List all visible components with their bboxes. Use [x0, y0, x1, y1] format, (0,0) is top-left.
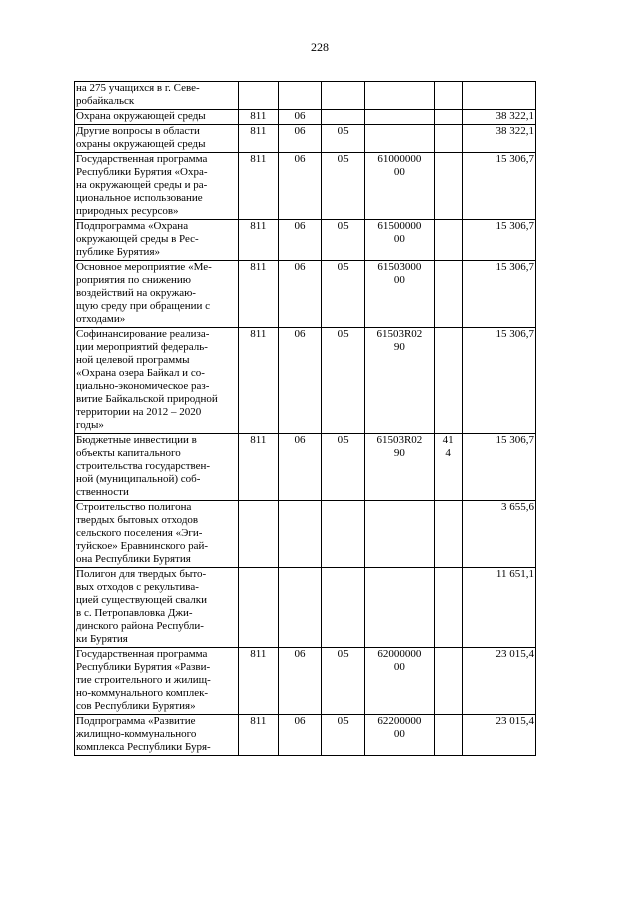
cell-amount: 15 306,7: [462, 434, 535, 501]
budget-table: [74, 81, 536, 756]
cell-grbs-code: [238, 568, 278, 648]
table-row: [75, 648, 536, 715]
cell-grbs-code: 811: [238, 220, 278, 261]
cell-name: Подпрограмма «Охрана окружающей среды в Рес- публике Бурятия»: [75, 220, 239, 261]
cell-grbs-code: [238, 501, 278, 568]
cell-target-article-code: [365, 568, 434, 648]
cell-section-code: 06: [278, 153, 321, 220]
cell-target-article-code: [365, 501, 434, 568]
cell-expense-type-code: 41 4: [434, 434, 462, 501]
budget-table-body: [75, 82, 536, 756]
cell-section-code: 06: [278, 434, 321, 501]
cell-amount: 15 306,7: [462, 153, 535, 220]
cell-section-code: 06: [278, 261, 321, 328]
cell-section-code: 06: [278, 125, 321, 153]
cell-grbs-code: 811: [238, 434, 278, 501]
cell-expense-type-code: [434, 261, 462, 328]
cell-subsection-code: 05: [322, 153, 365, 220]
cell-expense-type-code: [434, 220, 462, 261]
cell-section-code: 06: [278, 648, 321, 715]
cell-expense-type-code: [434, 715, 462, 756]
cell-section-code: [278, 501, 321, 568]
cell-name: Бюджетные инвестиции в объекты капитального строительства государствен- ной (муниципальной) соб- ственности: [75, 434, 239, 501]
cell-target-article-code: 61503000 00: [365, 261, 434, 328]
cell-grbs-code: 811: [238, 110, 278, 125]
cell-subsection-code: 05: [322, 715, 365, 756]
cell-expense-type-code: [434, 125, 462, 153]
table-row: [75, 125, 536, 153]
cell-target-article-code: [365, 110, 434, 125]
table-row: [75, 220, 536, 261]
cell-subsection-code: 05: [322, 434, 365, 501]
cell-grbs-code: 811: [238, 328, 278, 434]
cell-amount: 23 015,4: [462, 648, 535, 715]
cell-target-article-code: [365, 125, 434, 153]
cell-section-code: 06: [278, 110, 321, 125]
cell-amount: [462, 82, 535, 110]
cell-amount: 38 322,1: [462, 110, 535, 125]
cell-name: Основное мероприятие «Ме- роприятия по снижению воздействий на окружаю- щую среду при обращении с отходами»: [75, 261, 239, 328]
cell-name: на 275 учащихся в г. Севе- робайкальск: [75, 82, 239, 110]
cell-subsection-code: 05: [322, 648, 365, 715]
cell-amount: 15 306,7: [462, 220, 535, 261]
cell-subsection-code: 05: [322, 220, 365, 261]
table-row: [75, 568, 536, 648]
cell-amount: 11 651,1: [462, 568, 535, 648]
cell-target-article-code: 62000000 00: [365, 648, 434, 715]
table-row: [75, 82, 536, 110]
cell-expense-type-code: [434, 82, 462, 110]
cell-amount: 15 306,7: [462, 328, 535, 434]
cell-amount: 23 015,4: [462, 715, 535, 756]
table-row: [75, 328, 536, 434]
cell-grbs-code: 811: [238, 125, 278, 153]
cell-section-code: 06: [278, 220, 321, 261]
cell-expense-type-code: [434, 568, 462, 648]
cell-grbs-code: 811: [238, 648, 278, 715]
cell-subsection-code: [322, 110, 365, 125]
cell-name: Другие вопросы в области охраны окружающей среды: [75, 125, 239, 153]
cell-name: Подпрограмма «Развитие жилищно-коммунального комплекса Республики Буря-: [75, 715, 239, 756]
cell-name: Государственная программа Республики Бурятия «Охра- на окружающей среды и ра- циональное использование природных ресурсов»: [75, 153, 239, 220]
table-row: [75, 501, 536, 568]
cell-target-article-code: 61503R02 90: [365, 328, 434, 434]
cell-grbs-code: 811: [238, 153, 278, 220]
table-row: [75, 261, 536, 328]
cell-target-article-code: 62200000 00: [365, 715, 434, 756]
cell-section-code: [278, 568, 321, 648]
cell-expense-type-code: [434, 648, 462, 715]
cell-grbs-code: 811: [238, 715, 278, 756]
cell-subsection-code: 05: [322, 125, 365, 153]
cell-name: Государственная программа Республики Бурятия «Разви- тие строительного и жилищ- но-коммунального комплек- сов Республики Бурятия»: [75, 648, 239, 715]
cell-amount: 3 655,6: [462, 501, 535, 568]
cell-amount: 15 306,7: [462, 261, 535, 328]
cell-name: Софинансирование реализа- ции мероприятий федераль- ной целевой программы «Охрана озера Байкал и со- циально-экономическое раз- витие Байкальской природной территории на 2012 – 2020 годы»: [75, 328, 239, 434]
cell-subsection-code: [322, 82, 365, 110]
cell-amount: 38 322,1: [462, 125, 535, 153]
cell-section-code: 06: [278, 328, 321, 434]
cell-name: Полигон для твердых быто- вых отходов с рекультива- цией существующей свалки в с. Петропавловка Джи- динского района Республи- ки Бурятия: [75, 568, 239, 648]
cell-expense-type-code: [434, 110, 462, 125]
table-row: [75, 110, 536, 125]
cell-target-article-code: 61000000 00: [365, 153, 434, 220]
cell-grbs-code: [238, 82, 278, 110]
cell-target-article-code: 61500000 00: [365, 220, 434, 261]
cell-subsection-code: 05: [322, 328, 365, 434]
cell-target-article-code: 61503R02 90: [365, 434, 434, 501]
cell-grbs-code: 811: [238, 261, 278, 328]
cell-expense-type-code: [434, 328, 462, 434]
table-row: [75, 434, 536, 501]
table-row: [75, 153, 536, 220]
cell-name: Строительство полигона твердых бытовых отходов сельского поселения «Эги- туйское» Еравнинского рай- она Республики Бурятия: [75, 501, 239, 568]
cell-section-code: 06: [278, 715, 321, 756]
table-row: [75, 715, 536, 756]
cell-section-code: [278, 82, 321, 110]
cell-name: Охрана окружающей среды: [75, 110, 239, 125]
cell-target-article-code: [365, 82, 434, 110]
cell-expense-type-code: [434, 501, 462, 568]
cell-subsection-code: 05: [322, 261, 365, 328]
cell-subsection-code: [322, 501, 365, 568]
cell-subsection-code: [322, 568, 365, 648]
cell-expense-type-code: [434, 153, 462, 220]
page-number: 228: [311, 40, 329, 54]
